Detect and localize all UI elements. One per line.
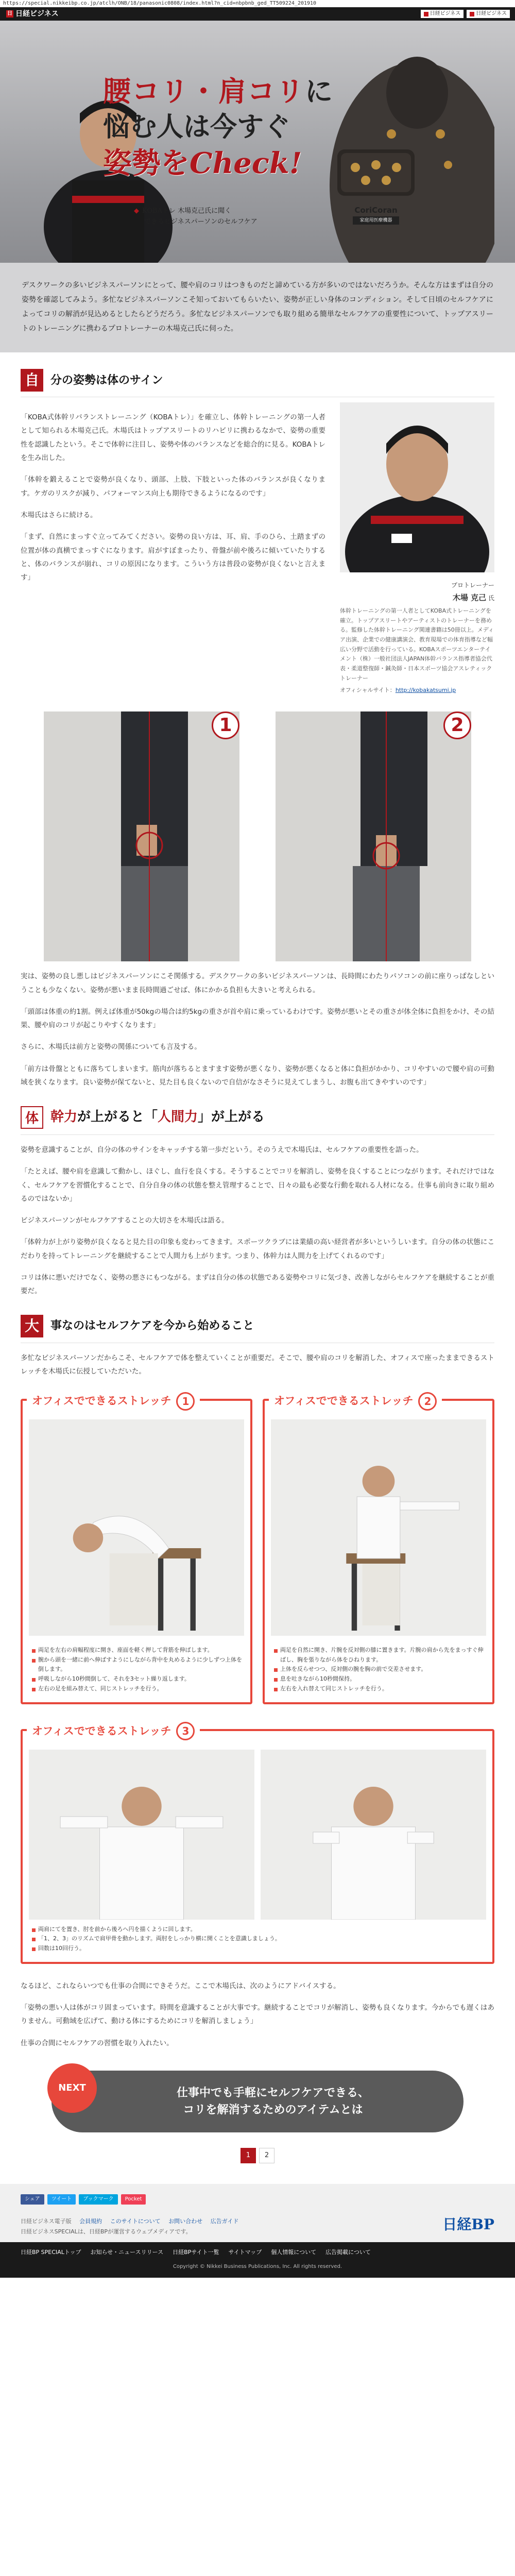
- next-page-banner[interactable]: [52, 2071, 464, 2132]
- posture-figure-good: [44, 711, 239, 961]
- paragraph: 仕事の合間にセルフケアの習慣を取り入れたい。: [21, 2039, 174, 2047]
- stretch-photo-3b: [261, 1750, 486, 1920]
- footer-notice: 日経ビジネスSPECIALは、日経BPが運営するウェブメディアです。: [21, 2228, 192, 2235]
- paragraph: 多忙なビジネスパーソンだからこそ、セルフケアで体を整えていくことが重要だ。そこで、腰や肩のコリを解消した、オフィスで座ったままできるストレッチを木場氏に伝授していただいた。: [21, 1353, 494, 1376]
- bottom-nav-sitemap[interactable]: サイトマップ: [228, 2248, 262, 2256]
- section-heading-2: [21, 1089, 494, 1135]
- footer: [0, 2184, 515, 2242]
- partner-logo-1[interactable]: 日経ビジネス: [421, 10, 464, 18]
- site-logo[interactable]: [6, 8, 59, 21]
- paragraph: 「姿勢の悪い人は体がコリ固まっています。時間を意識することが大事です。継続することでコリが解消し、姿勢も良くなります。今からでも遅くはありません。可動域を広げて、動ける体にするためにコリを解消しましょう」: [21, 2003, 494, 2026]
- stretch-steps: 両肩にてを置き、肘を前から後ろへ円を描くように回します。 「1、2、3」のリズムで肩甲骨を動かします。両肘をしっかり横に開くことを意識しましょう。 回数は10回行う。: [31, 1925, 484, 1954]
- stretch-card-3: [21, 1724, 494, 1964]
- paragraph: 実は、姿勢の良し悪しはビジネスパーソンにこそ関係する。デスクワークの多いビジネスパーソンは、長時間にわたりパソコンの前に座りっぱなしということも少なくない。姿勢が悪いまま長時間過ごせば、体にかかる負担も大きいと考えられる。: [21, 972, 494, 994]
- paragraph: 「たとえば、腰や肩を意識して動かし、ほぐし、血行を良くする。そうすることでコリを解消し、姿勢を良くすることにつながります。それだけではなく、セルフケアを習慣化することで、自分自身の体の状態を整え管理することで、日々の最も必要な行動を取れる人材になる。仕事も前向きに取り組めるのではないか」: [21, 1167, 494, 1203]
- stretch-number: 2: [418, 1392, 437, 1411]
- bottom-nav-privacy[interactable]: 個人情報について: [271, 2248, 317, 2256]
- photo-number-badge: 2: [443, 711, 471, 739]
- stretch-card-1: [21, 1394, 252, 1704]
- social-buttons: [21, 2194, 494, 2205]
- heading-initial-box: 大: [21, 1315, 43, 1337]
- hatena-bookmark-button[interactable]: ブックマーク: [79, 2194, 117, 2205]
- trainer-profile: [340, 402, 494, 695]
- heading-text: 幹力が上がると「人間力」が上がる: [50, 1109, 265, 1125]
- posture-photos: [21, 711, 494, 961]
- hero-banner: [0, 21, 515, 263]
- partner-logo-2[interactable]: 日経ビジネス: [467, 10, 510, 18]
- paragraph: 「前方は骨盤とともに落ちてしまいます。筋肉が落ちるとますます姿勢が悪くなり、姿勢が悪くなると体に負担がかかり、コリやすいので腰や肩の可動域を狭くなります。良い姿勢が保てないと、見た目も良くないので自信がなさそうに見えてしまうし、お腹も出てきやすいのです」: [21, 1064, 494, 1087]
- photo-number-badge: 1: [212, 711, 239, 739]
- bottom-nav-news[interactable]: お知らせ・ニュースリリース: [90, 2248, 164, 2256]
- official-site-link[interactable]: http://kobakatsumi.jp: [395, 686, 456, 693]
- footer-link-ad-guide[interactable]: 広告ガイド: [210, 2218, 239, 2225]
- paragraph: 「体幹力が上がり姿勢が良くなると見た目の印象も変わってきます。スポーツクラブには業績の高い経営者が多いというしいます。自分の体の状態にこだわりを持ってトレーニングを継続することで人間力も上がります。つまり、体幹力は人間力を上げてくれるのです」: [21, 1238, 494, 1260]
- hero-subtitle: ◆ KOBAトレ 木場克己氏に聞く できるビジネスパーソンのセルフケア: [134, 207, 258, 226]
- paragraph: コリは体に悪いだけでなく、姿勢の悪さにもつながる。まずは自分の体の状態である姿勢やコリに気づき、改善しながらセルフケアを継続することが重要だ。: [21, 1274, 494, 1296]
- heading-text: 事なのはセルフケアを今から始めること: [50, 1319, 254, 1333]
- url-bar[interactable]: https://special.nikkeibp.co.jp/atclh/ONB/18/panasonic0808/index.html?n_cid=nbpbnb_ged_TT509224_201910: [0, 0, 515, 7]
- section1-body: [21, 402, 494, 695]
- stretch-tab: オフィスでできるストレッチ 3: [27, 1722, 200, 1741]
- copyright: Copyright © Nikkei Business Publications, Inc. All rights reserved.: [0, 2262, 515, 2278]
- stretch-number: 3: [176, 1722, 195, 1740]
- heading-initial-box: 自: [21, 369, 43, 392]
- heading-text: 分の姿勢は体のサイン: [50, 373, 163, 387]
- footer-link-terms[interactable]: 会員規約: [79, 2218, 102, 2225]
- next-text: 仕事中でも手軽にセルフケアできる、 コリを解消するためのアイテムとは: [176, 2086, 369, 2116]
- posture-photo-2: [276, 711, 471, 961]
- paragraph: 木場氏はさらに続ける。: [21, 511, 97, 519]
- paragraph: 「KOBA式体幹リバランストレーニング（KOBAトレ）」を確立し、体幹トレーニングの第一人者として知られる木場克己氏。木場氏はトップアスリートのリハビリに携わるなかで、姿勢の重要性を認識したという。そこで体幹に注目し、姿勢や体のバランスなどを総合的に見る。KOBAトレを生み出した。: [21, 413, 325, 462]
- logo-mark: 日: [7, 11, 12, 16]
- paragraph: 「体幹を鍛えることで姿勢が良くなり、頭部、上肢、下肢といった体のバランスが良くなります。ケガのリスクが減り、パフォーマンス向上も期待できるようになるのです」: [21, 476, 325, 498]
- page-2-link[interactable]: 2: [259, 2148, 274, 2163]
- logo-text: 日経ビジネス: [15, 9, 59, 18]
- posture-figure-bad: [276, 711, 471, 961]
- pagination: [21, 2148, 494, 2163]
- stretch-card-2: [263, 1394, 494, 1704]
- next-badge: NEXT: [47, 2063, 97, 2113]
- hero-title: 腰コリ・肩コリに 悩む人は今すぐ 姿勢をCheck!: [103, 75, 334, 181]
- profile-name: プロトレーナー 木場 克己 氏: [451, 581, 494, 602]
- logo-square-icon: [470, 12, 474, 16]
- stretch-steps: 両足を左右の肩幅程度に開き、座面を軽く押して背筋を伸ばします。 腕から頭を一緒に前へ伸ばすようにしながら背中を丸めるように少しずつ上体を倒します。 呼吸しながら10秒間倒して、それを3セット繰り返します。 左右の足を組み替えて、同じストレッチを行う。: [31, 1646, 242, 1693]
- lead-text: デスクワークの多いビジネスパーソンにとって、腰や肩のコリはつきものだと諦めている方が多いのではないだろうか。そんな方はまずは自分の姿勢を確認してみよう。多忙なビジネスパーソンこそ知っておいてもらいたい、姿勢が正しい身体のコンディション。そして日頃のセルフケアによってコリの解消が見込めるとしたらどうだろう。多忙なビジネスパーソンでも取り組める簡単なセルフケアの重要性について、トップアスリートのトレーニングに携わるプロトレーナーの木場克己氏に伺った。: [0, 263, 515, 352]
- arrow-icon: ◆: [134, 207, 139, 215]
- section-heading-1: [21, 352, 494, 397]
- paragraph: ビジネスパーソンがセルフケアすることの大切さを木場氏は語る。: [21, 1216, 229, 1225]
- page-1-link[interactable]: 1: [241, 2148, 256, 2163]
- stretch-cards: [21, 1394, 494, 1704]
- posture-photo-1: [44, 711, 239, 961]
- bottom-nav: [0, 2242, 515, 2262]
- profile-site: オフィシャルサイト：http://kobakatsumi.jp: [340, 686, 456, 693]
- bottom-nav-sites[interactable]: 日経BPサイト一覧: [173, 2248, 219, 2256]
- article-body: [0, 352, 515, 2163]
- stretch-photos-3: [29, 1750, 486, 1920]
- footer-row: [21, 2212, 494, 2237]
- stretch-tab: オフィスでできるストレッチ 2: [269, 1392, 442, 1411]
- device-name: CoriCoran: [354, 206, 398, 215]
- nikkei-bp-logo[interactable]: 日経BP: [442, 2215, 494, 2233]
- facebook-share-button[interactable]: シェア: [21, 2194, 44, 2205]
- pocket-button[interactable]: Pocket: [121, 2194, 146, 2205]
- device-photo: [335, 142, 417, 198]
- stretch-steps: 両足を自然に開き、片腕を反対側の膝に置きます。片腕の肩から先をまっすぐ伸ばし、胸を張りながら体をひねります。 上体を反らせつつ、反対側の腕を胸の前で交差させます。 息を吐きながら10秒間保持。 左右を入れ替えて同じストレッチを行う。: [273, 1646, 484, 1693]
- stretch-photo-2: [271, 1419, 486, 1636]
- partner-logos: [421, 10, 510, 18]
- paragraph: さらに、木場氏は前方と姿勢の関係についても言及する。: [21, 1043, 201, 1052]
- footer-link-about[interactable]: このサイトについて: [110, 2218, 161, 2225]
- profile-bio: 体幹トレーニングの第一人者としてKOBA式トレーニングを確立。トップアスリートやアーティストのトレーナーを務める。監修した体幹トレーニング関連書籍は50冊以上。メディア出演、企業での健康講演会、教育現場での体育指導など幅広い分野で活動を行っている。KOBAスポーツエンターテイメント（株）一般社団法人JAPAN体幹バランス指導者協会代表・柔道整復師・鍼灸師・日本スポーツ協会アスレティックトレーナー: [340, 607, 494, 682]
- bottom-nav-advertise[interactable]: 広告掲載について: [325, 2248, 371, 2256]
- paragraph: 「頭部は体重の約1割。例えば体重が50kgの場合は約5kgの重さが首や肩に乗っているわけです。姿勢が悪いとその重さが体全体に負担をかけ、その結果、腰や肩のコリが起こりやすくなります」: [21, 1007, 494, 1030]
- section-heading-3: [21, 1298, 494, 1343]
- stretch-number: 1: [176, 1392, 195, 1411]
- paragraph: なるほど、これならいつでも仕事の合間にできそうだ。ここで木場氏は、次のようにアドバイスする。: [21, 1981, 340, 1990]
- logo-square-icon: [424, 12, 428, 16]
- heading-initial-box: 体: [21, 1106, 43, 1129]
- stretch-photo-1: [29, 1419, 244, 1636]
- device-badge: 家庭用医療機器: [353, 216, 399, 225]
- footer-links: 日経ビジネス電子版 会員規約 このサイトについて お問い合わせ 広告ガイド 日経ビジネスSPECIALは、日経BPが運営するウェブメディアです。: [21, 2216, 245, 2237]
- twitter-share-button[interactable]: ツイート: [47, 2194, 76, 2205]
- profile-photo: [340, 402, 494, 572]
- paragraph: 「まず、自然にまっすぐ立ってみてください。姿勢の良い方は、耳、肩、手のひら、土踏まずの位置が体の真横でまっすぐになります。肩がすぼまったり、骨盤が前や後ろに傾いていたりすると、体のバランスが崩れ、コリの原因になります。こういう方は普段の姿勢が良くないと言えます」: [21, 533, 325, 582]
- stretch-tab: オフィスでできるストレッチ 1: [27, 1392, 200, 1411]
- stretch-photo-3a: [29, 1750, 254, 1920]
- footer-link-contact[interactable]: お問い合わせ: [168, 2218, 203, 2225]
- paragraph: 姿勢を意識することが、自分の体のサインをキャッチする第一歩だという。そのうえで木場氏は、セルフケアの重要性を語った。: [21, 1145, 423, 1154]
- site-header: [0, 7, 515, 21]
- bottom-nav-special-top[interactable]: 日経BP SPECIALトップ: [21, 2248, 81, 2256]
